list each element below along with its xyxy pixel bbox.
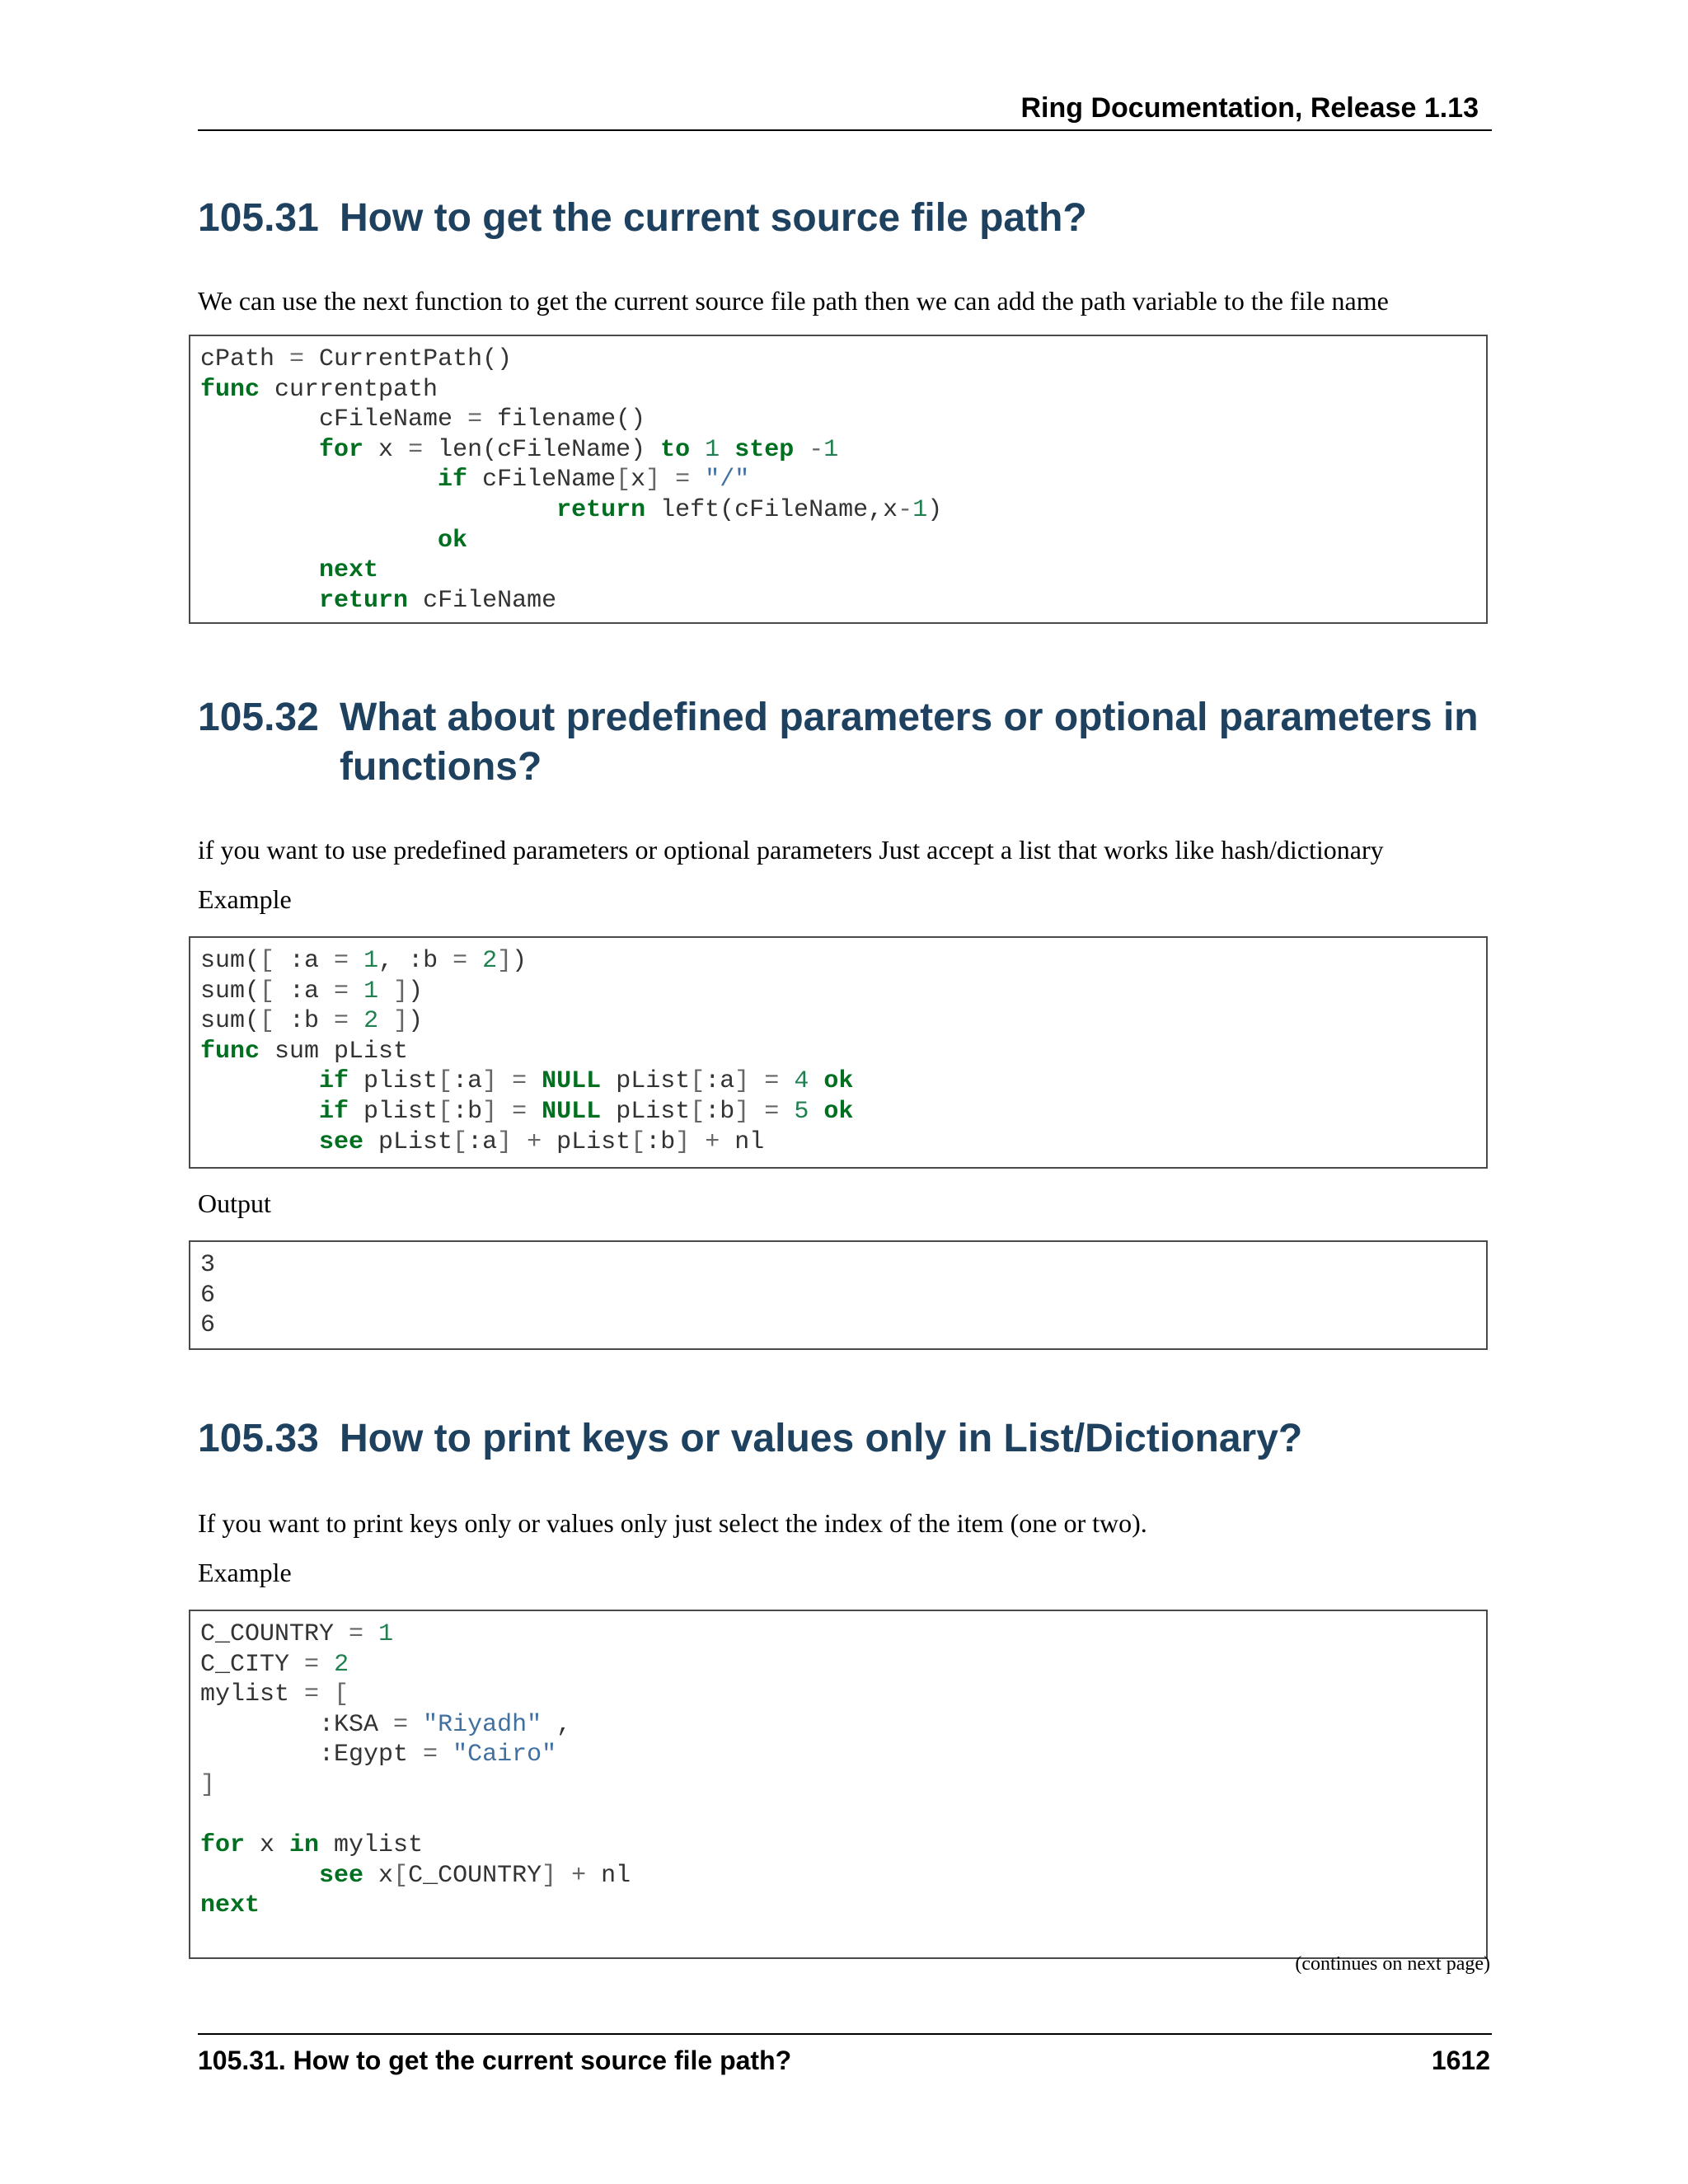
code-line: for x in mylist — [200, 1831, 424, 1860]
code-line: ok — [438, 526, 468, 555]
section-intro: if you want to use predefined parameters or optional parameters Just accept a list that works like hash/dictionary — [198, 835, 1384, 865]
code-line: :Egypt = "Cairo" — [200, 1741, 557, 1769]
section-heading-105-33 — [198, 1414, 1496, 1464]
output-block — [189, 1240, 1488, 1350]
code-line: see pList[:a] + pList[:b] + nl — [319, 1127, 765, 1156]
section-title: How to print keys or values only in List/Dictionary? — [340, 1417, 1303, 1460]
continues-note: (continues on next page) — [1295, 1953, 1490, 1975]
output-line: 3 — [200, 1251, 216, 1279]
code-line: return cFileName — [319, 586, 557, 615]
footer-rule — [198, 2033, 1492, 2035]
output-label: Output — [198, 1188, 271, 1218]
section-number: 105.33 — [198, 1417, 319, 1460]
section-heading-105-32 — [198, 693, 1496, 792]
code-listing — [190, 1611, 1486, 1921]
code-line: ] — [200, 1770, 216, 1799]
running-header: Ring Documentation, Release 1.13 — [1020, 92, 1479, 124]
code-line: next — [200, 1891, 260, 1920]
section-heading-105-31 — [198, 194, 1496, 243]
code-line: see x[C_COUNTRY] + nl — [319, 1861, 631, 1890]
section-intro: If you want to print keys only or values only just select the index of the item (one or two). — [198, 1508, 1147, 1538]
code-block-current-path — [189, 335, 1488, 624]
example-label: Example — [198, 884, 292, 914]
code-line: for x = len(cFileName) to 1 step -1 — [319, 435, 839, 464]
code-line: C_COUNTRY = 1 — [200, 1620, 394, 1648]
code-line: if plist[:b] = NULL pList[:b] = 5 ok — [319, 1097, 854, 1126]
footer-section-title: 105.31. How to get the current source file path? — [198, 2046, 792, 2075]
code-line: if plist[:a] = NULL pList[:a] = 4 ok — [319, 1067, 854, 1096]
section-number: 105.32 — [198, 696, 319, 739]
section-number: 105.31 — [198, 196, 319, 240]
code-listing — [190, 938, 1486, 1157]
code-line: sum([ :a = 1, :b = 2]) — [200, 947, 528, 975]
output-line: 6 — [200, 1311, 216, 1340]
code-line: if cFileName[x] = "/" — [438, 466, 750, 494]
code-listing — [190, 336, 1486, 616]
code-line: cFileName = filename() — [200, 405, 646, 434]
output-listing — [190, 1242, 1486, 1341]
code-block-keys-values — [189, 1610, 1488, 1959]
example-label: Example — [198, 1558, 292, 1587]
header-rule — [198, 129, 1492, 131]
code-line: C_CITY = 2 — [200, 1650, 349, 1679]
section-title: How to get the current source file path? — [340, 196, 1087, 240]
code-line: mylist = [ — [200, 1680, 349, 1709]
code-line: func sum pList — [200, 1037, 409, 1066]
output-line: 6 — [200, 1281, 216, 1310]
code-block-optional-params — [189, 936, 1488, 1169]
section-intro: We can use the next function to get the current source file path then we can add the path variable to the file name — [198, 286, 1389, 316]
section-title: What about predefined parameters or optional parameters in functions? — [340, 696, 1479, 789]
code-line: cPath = CurrentPath() — [200, 345, 513, 373]
code-line: return left(cFileName,x-1) — [556, 495, 943, 524]
code-line: :KSA = "Riyadh" , — [200, 1710, 572, 1739]
code-line: sum([ :a = 1 ]) — [200, 977, 424, 1005]
code-line: next — [319, 556, 379, 585]
page-number: 1612 — [1431, 2046, 1490, 2075]
code-line: func currentpath — [200, 375, 438, 404]
code-line: sum([ :b = 2 ]) — [200, 1007, 424, 1036]
